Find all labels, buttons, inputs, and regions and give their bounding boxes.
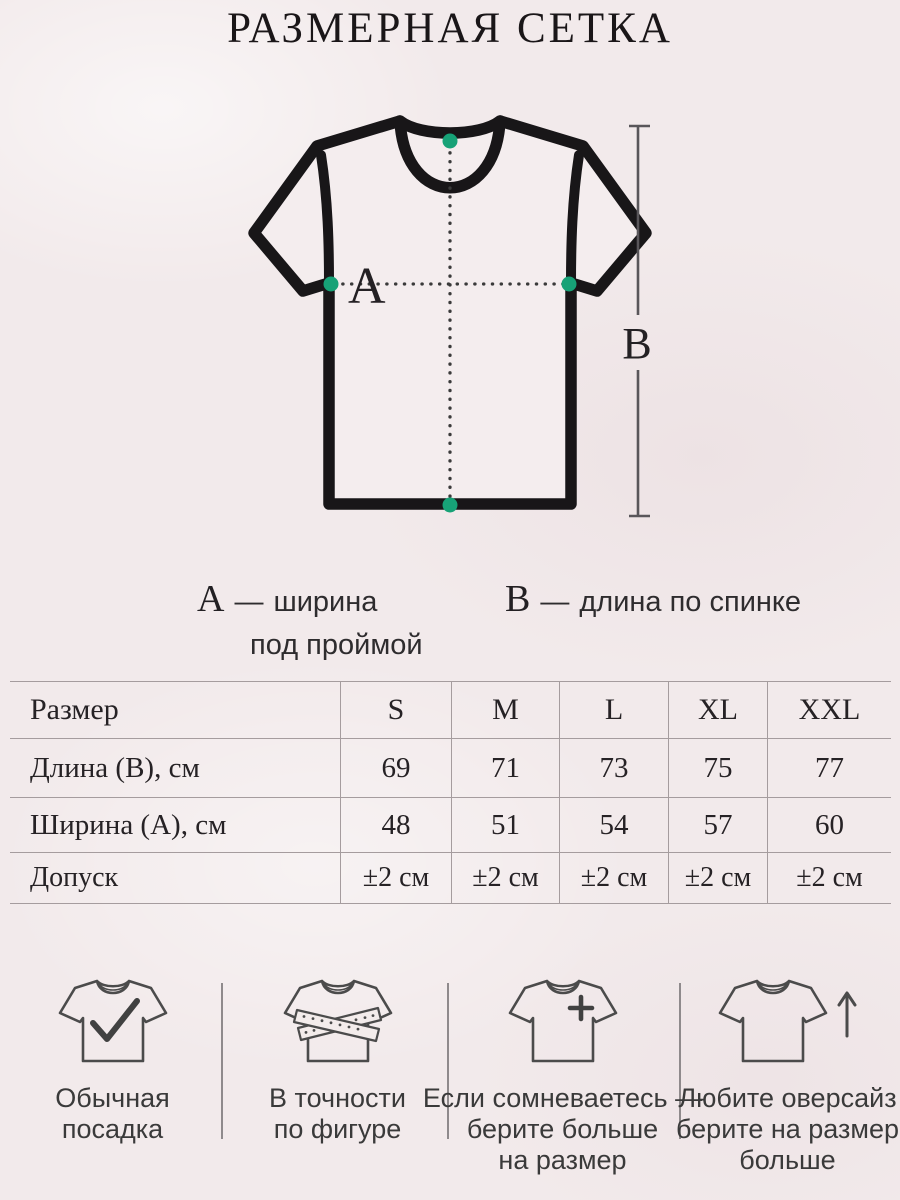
diagram-label-a: A — [348, 258, 386, 315]
tshirt-measurement-diagram — [0, 100, 900, 570]
table-cell: 51 — [451, 798, 559, 852]
tshirt-plus-icon — [503, 971, 623, 1071]
row-label: Длина (В), см — [30, 751, 200, 784]
diagram-label-b: B — [622, 319, 652, 368]
column-header-m: M — [451, 682, 559, 738]
table-cell: 60 — [767, 798, 891, 852]
legend-letter-b: В — [505, 578, 531, 620]
table-cell: 75 — [668, 739, 767, 797]
table-cell: 71 — [451, 739, 559, 797]
column-header-xxl: XXL — [767, 682, 891, 738]
legend-width — [197, 577, 423, 662]
column-header-size: Размер — [30, 693, 119, 726]
tip-oversize — [675, 963, 900, 1176]
tip-size-up-if-unsure — [422, 963, 703, 1176]
table-cell: ±2 см — [340, 853, 451, 903]
up-arrow-icon — [839, 993, 855, 1036]
row-label: Ширина (А), см — [30, 808, 227, 841]
table-cell: 69 — [340, 739, 451, 797]
legend-dash: — — [540, 586, 570, 618]
fit-tips — [0, 963, 900, 1176]
tshirt-measuring-tape-icon — [278, 971, 398, 1071]
tshirt-oversize-arrow-icon — [713, 971, 863, 1071]
table-cell: 48 — [340, 798, 451, 852]
tip-caption: Обычная посадка — [55, 1083, 170, 1144]
table-row-width — [10, 798, 891, 853]
tip-regular-fit — [0, 963, 225, 1176]
hem-point — [443, 498, 458, 513]
table-header-row — [10, 682, 891, 739]
column-header-l: L — [559, 682, 668, 738]
legend-width-text: ширина — [273, 586, 378, 618]
column-header-xl: XL — [668, 682, 767, 738]
tip-true-to-size — [225, 963, 450, 1176]
legend-dash: — — [234, 586, 264, 618]
right-armpit-point — [562, 277, 577, 292]
left-armpit-point — [324, 277, 339, 292]
table-cell: 54 — [559, 798, 668, 852]
tip-caption: В точности по фигуре — [269, 1083, 406, 1144]
table-cell: ±2 см — [451, 853, 559, 903]
tshirt-check-icon — [53, 971, 173, 1071]
legend-length — [505, 577, 801, 621]
table-cell: ±2 см — [767, 853, 891, 903]
column-header-s: S — [340, 682, 451, 738]
table-row-tolerance — [10, 853, 891, 904]
page-title: РАЗМЕРНАЯ СЕТКА — [227, 5, 673, 52]
tip-caption: Любите оверсайз берите на размер больше — [676, 1083, 899, 1175]
legend-letter-a: А — [197, 578, 225, 620]
table-row-length — [10, 739, 891, 798]
legend-width-text-line2: под проймой — [250, 629, 423, 661]
table-cell: ±2 см — [668, 853, 767, 903]
table-cell: 57 — [668, 798, 767, 852]
legend-length-text: длина по спинке — [579, 586, 802, 618]
table-cell: ±2 см — [559, 853, 668, 903]
row-label: Допуск — [30, 862, 119, 893]
size-table — [10, 681, 891, 904]
tip-caption: Если сомневаетесь — берите больше на размер — [422, 1083, 703, 1175]
table-cell: 73 — [559, 739, 668, 797]
table-cell: 77 — [767, 739, 891, 797]
neck-point — [443, 134, 458, 149]
